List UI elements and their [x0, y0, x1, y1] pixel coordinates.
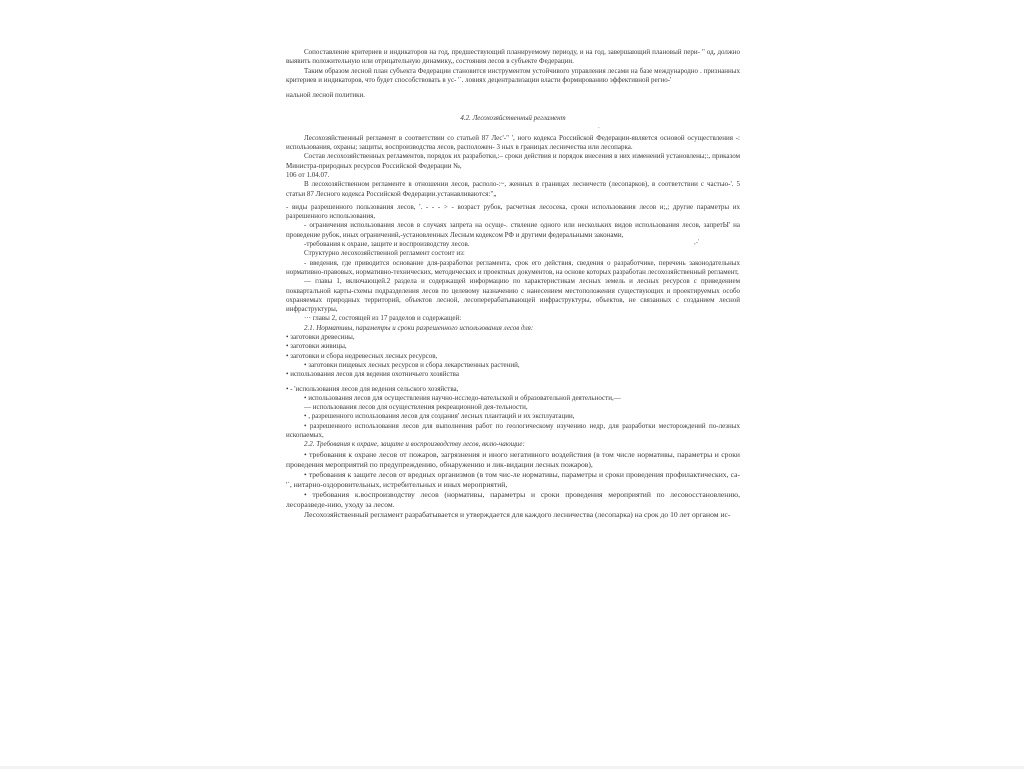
list-item-plantations: • , разрешенного использования лесов для создания' лесных плантаций и их эксплуатации,	[304, 412, 575, 421]
list-item-timber: • заготовки древесины,	[286, 333, 355, 342]
subsection-2-1: 2.1. Нормативы, параметры и сроки разрешенного использования лесов для:	[304, 323, 534, 332]
list-item-agriculture: • - 'использования лесов для ведения сельского хозяйства,	[286, 384, 459, 393]
document-page	[286, 48, 740, 756]
paragraph-structure: Структурно лесохозяйственной регламент состоит из:	[304, 249, 465, 258]
list-item-usage-types: - виды разрешенного пользования лесов, '. - - - > - возраст рубок, расчетная лесосека, сроки использования лесов и;,; другие параметры их разрешенного использования,	[286, 202, 740, 221]
paragraph-policy: нальной лесной политики.	[286, 91, 366, 100]
stray-mark-1: .	[598, 122, 600, 130]
list-item-chapter-2: ··· главы 2, состоящей из 17 разделов и содержащей:	[304, 314, 462, 323]
list-item-fire-protection: • требования к охране лесов от пожаров, загрязнения и иного негативного воздействия (в том числе нормативы, параметры и сроки проведения мероприятий по предупреждению, обнаружению и лик-видации лесных пожаров),	[286, 449, 740, 469]
paragraph-order-number: 106 от 1.04.07.	[286, 170, 330, 179]
list-item-geology: • разрешенного использования лесов для выполнения работ по геологическому изучению недр, для разработки месторождений по-лезных ископаемых,	[286, 421, 740, 439]
list-item-non-timber: • заготовки и сбора недревесных лесных ресурсов,	[286, 351, 438, 360]
subsection-2-2: 2.2. Требования к охране, защите и воспроизводству лесов, вклю-чающие:	[304, 440, 525, 449]
list-item-pest-protection: • требования к защите лесов от вредных организмов (в том чис-ле нормативы, параметры и сроки проведения профилактических, са- '`, нитарно-оздоровительных, истребительных и иных мероприятий,	[286, 469, 740, 489]
list-item-chapter-1: — главы 1, включающей.2 раздела и содержащей информацию по характеристикам лесных земель и лесных ресурсов с приведением покварталъной карты-схемы подразделения лесов по целевому назначению с нанесением местоположения существующих и проектируемых особо охраняемых природных территорий, объектов лесной, лесоперерабатывающей инфраструктуры, объектов, не связанных с созданием лесной инфраструктуры,	[286, 277, 740, 314]
list-item-research: • использования лесов для осуществления научно-исследо-вательской и образовательной деятельности,—	[304, 393, 621, 402]
paragraph-approval: Лесохозяйственный регламент разрабатывается и утверждается для каждого лесничества (лесопарка) на срок до 10 лет органом ис-	[304, 509, 731, 519]
list-item-requirements: -требования к охране, защите и воспроизводству лесов.	[304, 240, 470, 249]
list-item-reproduction: • требования к.воспроизводству лесов (нормативы, параметры и сроки проведения мероприятий по лесовосстановлению, лесоразведе-нию, уходу за лесом.	[286, 489, 740, 509]
list-item-hunting: • использования лесов для ведения охотничьего хозяйства	[286, 370, 460, 379]
paragraph-forest-plan: Таким образом лесной план субъекта Федерации становится инструментом устойчивого управления лесами на базе международно . признанных критериев и индикаторов, что будет способствовать в ус- '`. ловиях децентрализации власти формированию эффективной регио-'	[286, 66, 740, 84]
paragraph-criteria: Сопоставление критериев и индикаторов на год, предшествующий планируемому периоду, и на год, завершающий плановый пери- " од, должно выявить положительную или отрицательную динамику,, состояния лесов в субъекте Федерации.	[286, 48, 740, 66]
paragraph-established: В лесохозяйственном регламенте в отношении лесов, располо-:~, женных в границах лесничеств (лесопарков), в соответствии с частью-'. 5 статьи 87 Лесного кодекса Российской Федерации.устанавливаются:"„	[286, 180, 740, 198]
paragraph-composition: Состав лесохозяйственных регламентов, порядок их разработки,:– сроки действия и порядок внесения в них изменений установлены;:, приказом Министра-природных ресурсов Российской Федерации №,	[286, 152, 740, 170]
section-heading: 4.2. Лесохозяйственный регламент	[460, 114, 566, 123]
list-item-recreation: — использования лесов для осуществления рекреационной дея-тельности,	[304, 403, 528, 412]
list-item-food-resources: • заготовки пищевых лесных ресурсов и сбора лекарственных растений,	[304, 360, 520, 369]
paragraph-regulation-basis: Лесохозяйственный регламент в соответствии со статьей 87 Лес'-" ', ного кодекса Российской Федерации-является основой осуществления -: использования, охраны; защиты, воспроизводства лесов, расположен- 3 ных в границах лесничества или лесопарка.	[286, 133, 740, 152]
list-item-resin: • заготовки живицы,	[286, 342, 347, 351]
stray-mark-2: ,-'	[694, 238, 700, 246]
list-item-introduction: - введения, где приводится основание для-разработки регламента, срок его действия, сведения о разработчике, перечень законодательных нормативно-правовых, нормативно-технических, методических и проектных документов, на основе которых разработан лесохозяйственный регламент,	[286, 258, 740, 276]
list-item-restrictions: - ограничения использования лесов в случаях запрета на осуще-. ствление одного или нескольких видов использования лесов, запретЫ' на проведение рубок, иных ограничений,-установленных Лесным кодексом РФ и другими федеральными законами,	[286, 221, 740, 239]
